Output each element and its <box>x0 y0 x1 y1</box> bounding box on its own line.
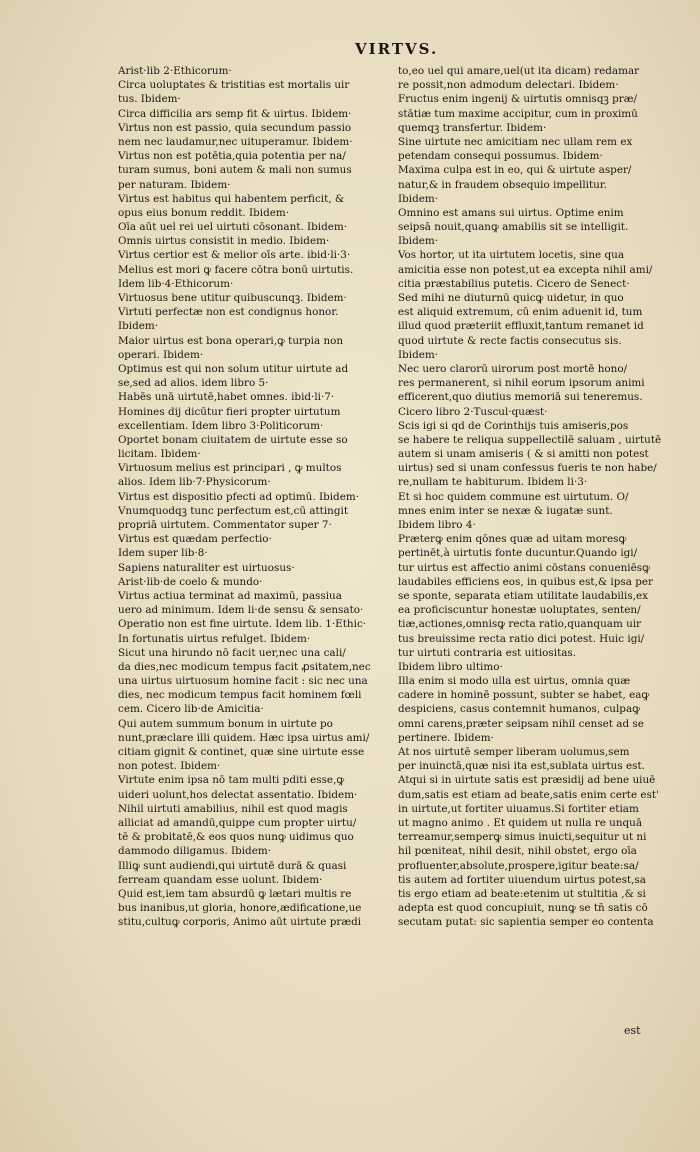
text-line: pertinere. Ibidem· <box>398 731 494 744</box>
text-line: illud quod præteriit effluxit,tantum remanet id <box>398 320 644 333</box>
text-line: Optimus est qui non solum utitur uirtute ad <box>118 362 349 375</box>
text-line: da dies,nec modicum tempus facit ꝓsitatem,nec <box>118 660 371 673</box>
text-line: citia præstabilius putetis. Cicero de Senect· <box>398 277 630 290</box>
text-line: stitu,cultuꝙ corporis, Animo aūt uirtute prædi <box>118 916 362 929</box>
text-line: ferream quandam esse uolunt. Ibidem· <box>118 873 323 886</box>
text-line: ea proficiscuntur honestæ uoluptates, senten/ <box>398 604 641 617</box>
text-line: Et si hoc quidem commune est uirtutum. O/ <box>398 490 629 503</box>
text-line: Omnis uirtus consistit in medio. Ibidem· <box>118 235 330 248</box>
text-line: pertinēt,à uirtutis fonte ducuntur.Quando igi/ <box>398 547 638 560</box>
text-line: Circa difficilia ars semp fit & uirtus. Ibidem· <box>118 107 352 120</box>
text-line: Virtus est dispositio pfecti ad optimū. Ibidem· <box>118 490 360 503</box>
text-line: Arist·lib 2·Ethicorum· <box>118 65 232 77</box>
text-line: despiciens, casus contemnit humanos, culpaꝙ <box>398 703 640 716</box>
text-line: Cicero libro 2·Tuscul·quæst· <box>398 405 548 418</box>
text-line: Nihil uirtuti amabilius, nihil est quod magis <box>118 802 348 815</box>
text-line: ut magno animo . Et quidem ut nulla re unquā <box>398 816 643 829</box>
text-line: terreamur,semperꝙ simus inuicti,sequitur ut ni <box>398 831 647 844</box>
text-line: Sine uirtute nec amicitiam nec ullam rem ex <box>398 135 633 148</box>
text-line: quod uirtute & recte factis consecutus sis. <box>398 334 622 347</box>
text-line: Sed mihi ne diuturnū quicꝙ uidetur, in quo <box>398 292 624 304</box>
text-line: autem si unam amiseris ( & si amitti non potest <box>398 448 649 461</box>
text-line: tiæ,actiones,omnisꝙ recta ratio,quanquam uir <box>398 618 642 631</box>
text-line: tur uirtus est affectio animi cōstans conueniēsꝙ <box>398 561 650 574</box>
text-line: propriā uirtutem. Commentator super 7· <box>118 519 332 531</box>
text-line: hil pœniteat, nihil desit, nihil obstet, ergo oīa <box>398 845 637 858</box>
text-line: licitam. Ibidem· <box>118 448 201 461</box>
text-line: excellentiam. Idem libro 3·Politicorum· <box>118 419 324 432</box>
text-line: Vos hortor, ut ita uirtutem locetis, sine qua <box>398 249 625 262</box>
text-line: Vnumquodqꝫ tunc perfectum est,cū attingit <box>118 504 349 517</box>
running-head: VIRTVS. <box>355 40 439 58</box>
text-line: cadere in hominē possunt, subter se habet, eaꝙ <box>398 689 650 702</box>
left-column <box>118 64 386 929</box>
text-line: Virtus certior est & melior oīs arte. ibid·li·3· <box>118 249 351 262</box>
text-line: Arist·lib·de coelo & mundo· <box>118 575 263 588</box>
text-line: Ibidem· <box>398 348 439 361</box>
text-line: Idem lib·4·Ethicorum· <box>118 277 234 290</box>
text-line: In fortunatis uirtus refulget. Ibidem· <box>118 632 311 645</box>
text-line: tē & probitatē,& eos quos nunꝙ uidimus quo <box>118 831 354 844</box>
text-line: opus eius bonum reddit. Ibidem· <box>118 206 290 219</box>
text-line: Atqui si in uirtute satis est præsidij ad bene uiuē <box>398 774 656 787</box>
text-line: amicitia esse non potest,ut ea excepta nihil ami/ <box>398 263 653 276</box>
text-line: re,nullam te habiturum. Ibidem li·3· <box>398 476 588 489</box>
text-line: dammodo diligamus. Ibidem· <box>118 845 272 858</box>
text-line: turam sumus, boni autem & mali non sumus <box>118 164 352 177</box>
text-line: quemqꝫ transfertur. Ibidem· <box>398 121 547 134</box>
text-line: tis autem ad fortiter uiuendum uirtus potest,sa <box>398 873 646 886</box>
right-column <box>398 64 666 929</box>
text-line: Virtus est habitus qui habentem perficit, & <box>118 192 345 205</box>
text-line: Operatio non est fine uirtute. Idem lib. 1·Ethic· <box>118 618 367 631</box>
text-line: dum,satis est etiam ad beate,satis enim certe est' <box>398 788 659 801</box>
text-line: uero ad minimum. Idem li·de sensu & sensato· <box>118 604 364 617</box>
text-line: Melius est mori ꝙ facere cōtra bonū uirtutis. <box>118 263 354 276</box>
text-line: nem nec laudamur,nec uituperamur. Ibidem· <box>118 135 353 148</box>
catchword: est <box>624 1024 641 1037</box>
text-line: Ibidem libro ultimo· <box>398 660 503 673</box>
text-line: Virtus non est potētia,quia potentia per na/ <box>118 150 346 163</box>
text-line: alios. Idem lib·7·Physicorum· <box>118 476 271 489</box>
text-line: citiam gignit & continet, quæ sine uirtute esse <box>118 746 365 758</box>
text-line: Scis igi si qd de Corinthijs tuis amiseris,pos <box>398 419 629 432</box>
text-line: alliciat ad amandū,quippe cum propter uirtu/ <box>118 816 357 829</box>
text-line: tur uirtuti contraria est uitiositas. <box>398 646 577 659</box>
text-line: Ibidem· <box>398 235 439 248</box>
text-line: laudabiles efficiens eos, in quibus est,& ipsa per <box>398 575 654 588</box>
text-line: mnes enim inter se nexæ & iugatæ sunt. <box>398 504 613 517</box>
text-line: uideri uolunt,hos delectat assentatio. Ibidem· <box>118 788 358 801</box>
text-line: se sponte, separata etiam utilitate laudabilis,ex <box>398 589 648 602</box>
text-line: est aliquid extremum, cū enim aduenit id, tum <box>398 306 643 319</box>
text-line: uirtus) sed si unam confessus fueris te non habe/ <box>398 462 657 475</box>
text-line: cem. Cicero lib·de Amicitia· <box>118 703 264 716</box>
text-line: natur,& in fraudem obsequio impellitur. <box>398 178 607 191</box>
text-line: stātiæ tum maxime accipitur, cum in proximū <box>398 107 638 120</box>
text-line: Ibidem· <box>118 320 159 333</box>
text-line: Virtus actiua terminat ad maximū, passiua <box>118 589 342 602</box>
text-line: efficerent,quo diutius memoriā sui teneremus. <box>398 391 643 404</box>
text-line: res permanerent, si nihil eorum ipsorum animi <box>398 377 645 390</box>
text-line: re possit,non admodum delectari. Ibidem· <box>398 79 619 92</box>
text-line: tus. Ibidem· <box>118 93 181 106</box>
text-line: Fructus enim ingenij & uirtutis omnisqꝫ præ/ <box>398 93 638 106</box>
text-line: tus breuissime recta ratio dici potest. Huic igi/ <box>398 632 645 645</box>
text-line: Oportet bonam ciuitatem de uirtute esse so <box>118 433 348 446</box>
text-line: Quid est,iem tam absurdū ꝙ lætari multis re <box>118 887 352 900</box>
text-line: se habere te reliqua suppellectilē saluam , uirtutē <box>398 433 662 446</box>
text-line: profluenter,absolute,prospere,igitur beate:sa/ <box>398 859 639 872</box>
text-line: Præterꝙ enim qōnes quæ ad uitam moresꝙ <box>398 533 627 546</box>
text-line: Idem super lib·8· <box>118 547 208 560</box>
text-line: Virtuosus bene utitur quibuscunqꝫ. Ibidem· <box>118 292 347 304</box>
text-line: secutam putat: sic sapientia semper eo contenta <box>398 916 654 929</box>
text-line: Illiꝙ sunt audiendi,qui uirtutē durā & quasi <box>118 859 347 872</box>
text-line: Virtus est quædam perfectio· <box>118 533 272 546</box>
text-line: per inuinctā,quæ nisi ita est,sublata uirtus est. <box>398 760 645 773</box>
text-line: Illa enim si modo ulla est uirtus, omnia quæ <box>398 675 631 688</box>
text-line: Virtus non est passio, quia secundum passio <box>118 121 352 134</box>
text-line: operari. Ibidem· <box>118 348 204 361</box>
text-line: per naturam. Ibidem· <box>118 178 231 191</box>
text-line: At nos uirtutē semper liberam uolumus,sem <box>398 746 630 758</box>
text-line: to,eo uel qui amare,uel(ut ita dicam) redamar <box>398 65 640 77</box>
text-line: Sicut una hirundo nō facit uer,nec una cali/ <box>118 646 346 659</box>
text-line: Oīa aūt uel rei uel uirtuti cōsonant. Ibidem· <box>118 221 348 234</box>
text-line: Maxima culpa est in eo, qui & uirtute asper/ <box>398 164 632 177</box>
text-line: in uirtute,ut fortiter uiuamus.Si fortiter etiam <box>398 802 639 815</box>
text-line: Homines dij dicūtur fieri propter uirtutum <box>118 405 341 418</box>
text-line: Virtuosum melius est principari , ꝙ multos <box>118 462 342 475</box>
text-line: Circa uoluptates & tristitias est mortalis uir <box>118 79 350 92</box>
text-line: Virtute enim ipsa nō tam multi pditi esse,ꝙ <box>118 774 345 787</box>
text-line: petendam consequi possumus. Ibidem· <box>398 150 603 163</box>
text-line: una uirtus uirtuosum homine facit : sic nec una <box>118 675 368 688</box>
text-line: Nec uero clarorū uirorum post mortē hono/ <box>398 362 628 375</box>
text-line: adepta est quod concupiuit, nunꝙ se tn̄ satis cō <box>398 902 648 915</box>
text-line: omni carens,præter seipsam nihil censet ad se <box>398 717 644 730</box>
text-line: Ibidem libro 4· <box>398 519 476 531</box>
text-line: nunt,præclare illi quidem. Hæc ipsa uirtus ami/ <box>118 731 370 744</box>
text-line: se,sed ad alios. idem libro 5· <box>118 377 269 390</box>
text-line: Ibidem· <box>398 192 439 205</box>
text-line: Habēs unā uirtutē,habet omnes. ibid·li·7· <box>118 391 335 404</box>
text-line: Maior uirtus est bona operari,ꝙ turpia non <box>118 334 344 347</box>
text-line: Virtuti perfectæ non est condignus honor. <box>118 306 339 319</box>
text-line: Sapiens naturaliter est uirtuosus· <box>118 561 295 574</box>
text-line: dies, nec modicum tempus facit hominem fœli <box>118 689 362 702</box>
text-line: Qui autem summum bonum in uirtute po <box>118 717 333 730</box>
text-line: non potest. Ibidem· <box>118 760 221 773</box>
text-line: Omnino est amans sui uirtus. Optime enim <box>398 206 624 219</box>
text-line: bus inanibus,ut gloria, honore,ædificatione,ue <box>118 902 362 915</box>
text-line: tis ergo etiam ad beate:etenim ut stultitia ,& si <box>398 887 646 900</box>
text-line: seipsā nouit,quanꝙ amabilis sit se intelligit. <box>398 221 629 234</box>
